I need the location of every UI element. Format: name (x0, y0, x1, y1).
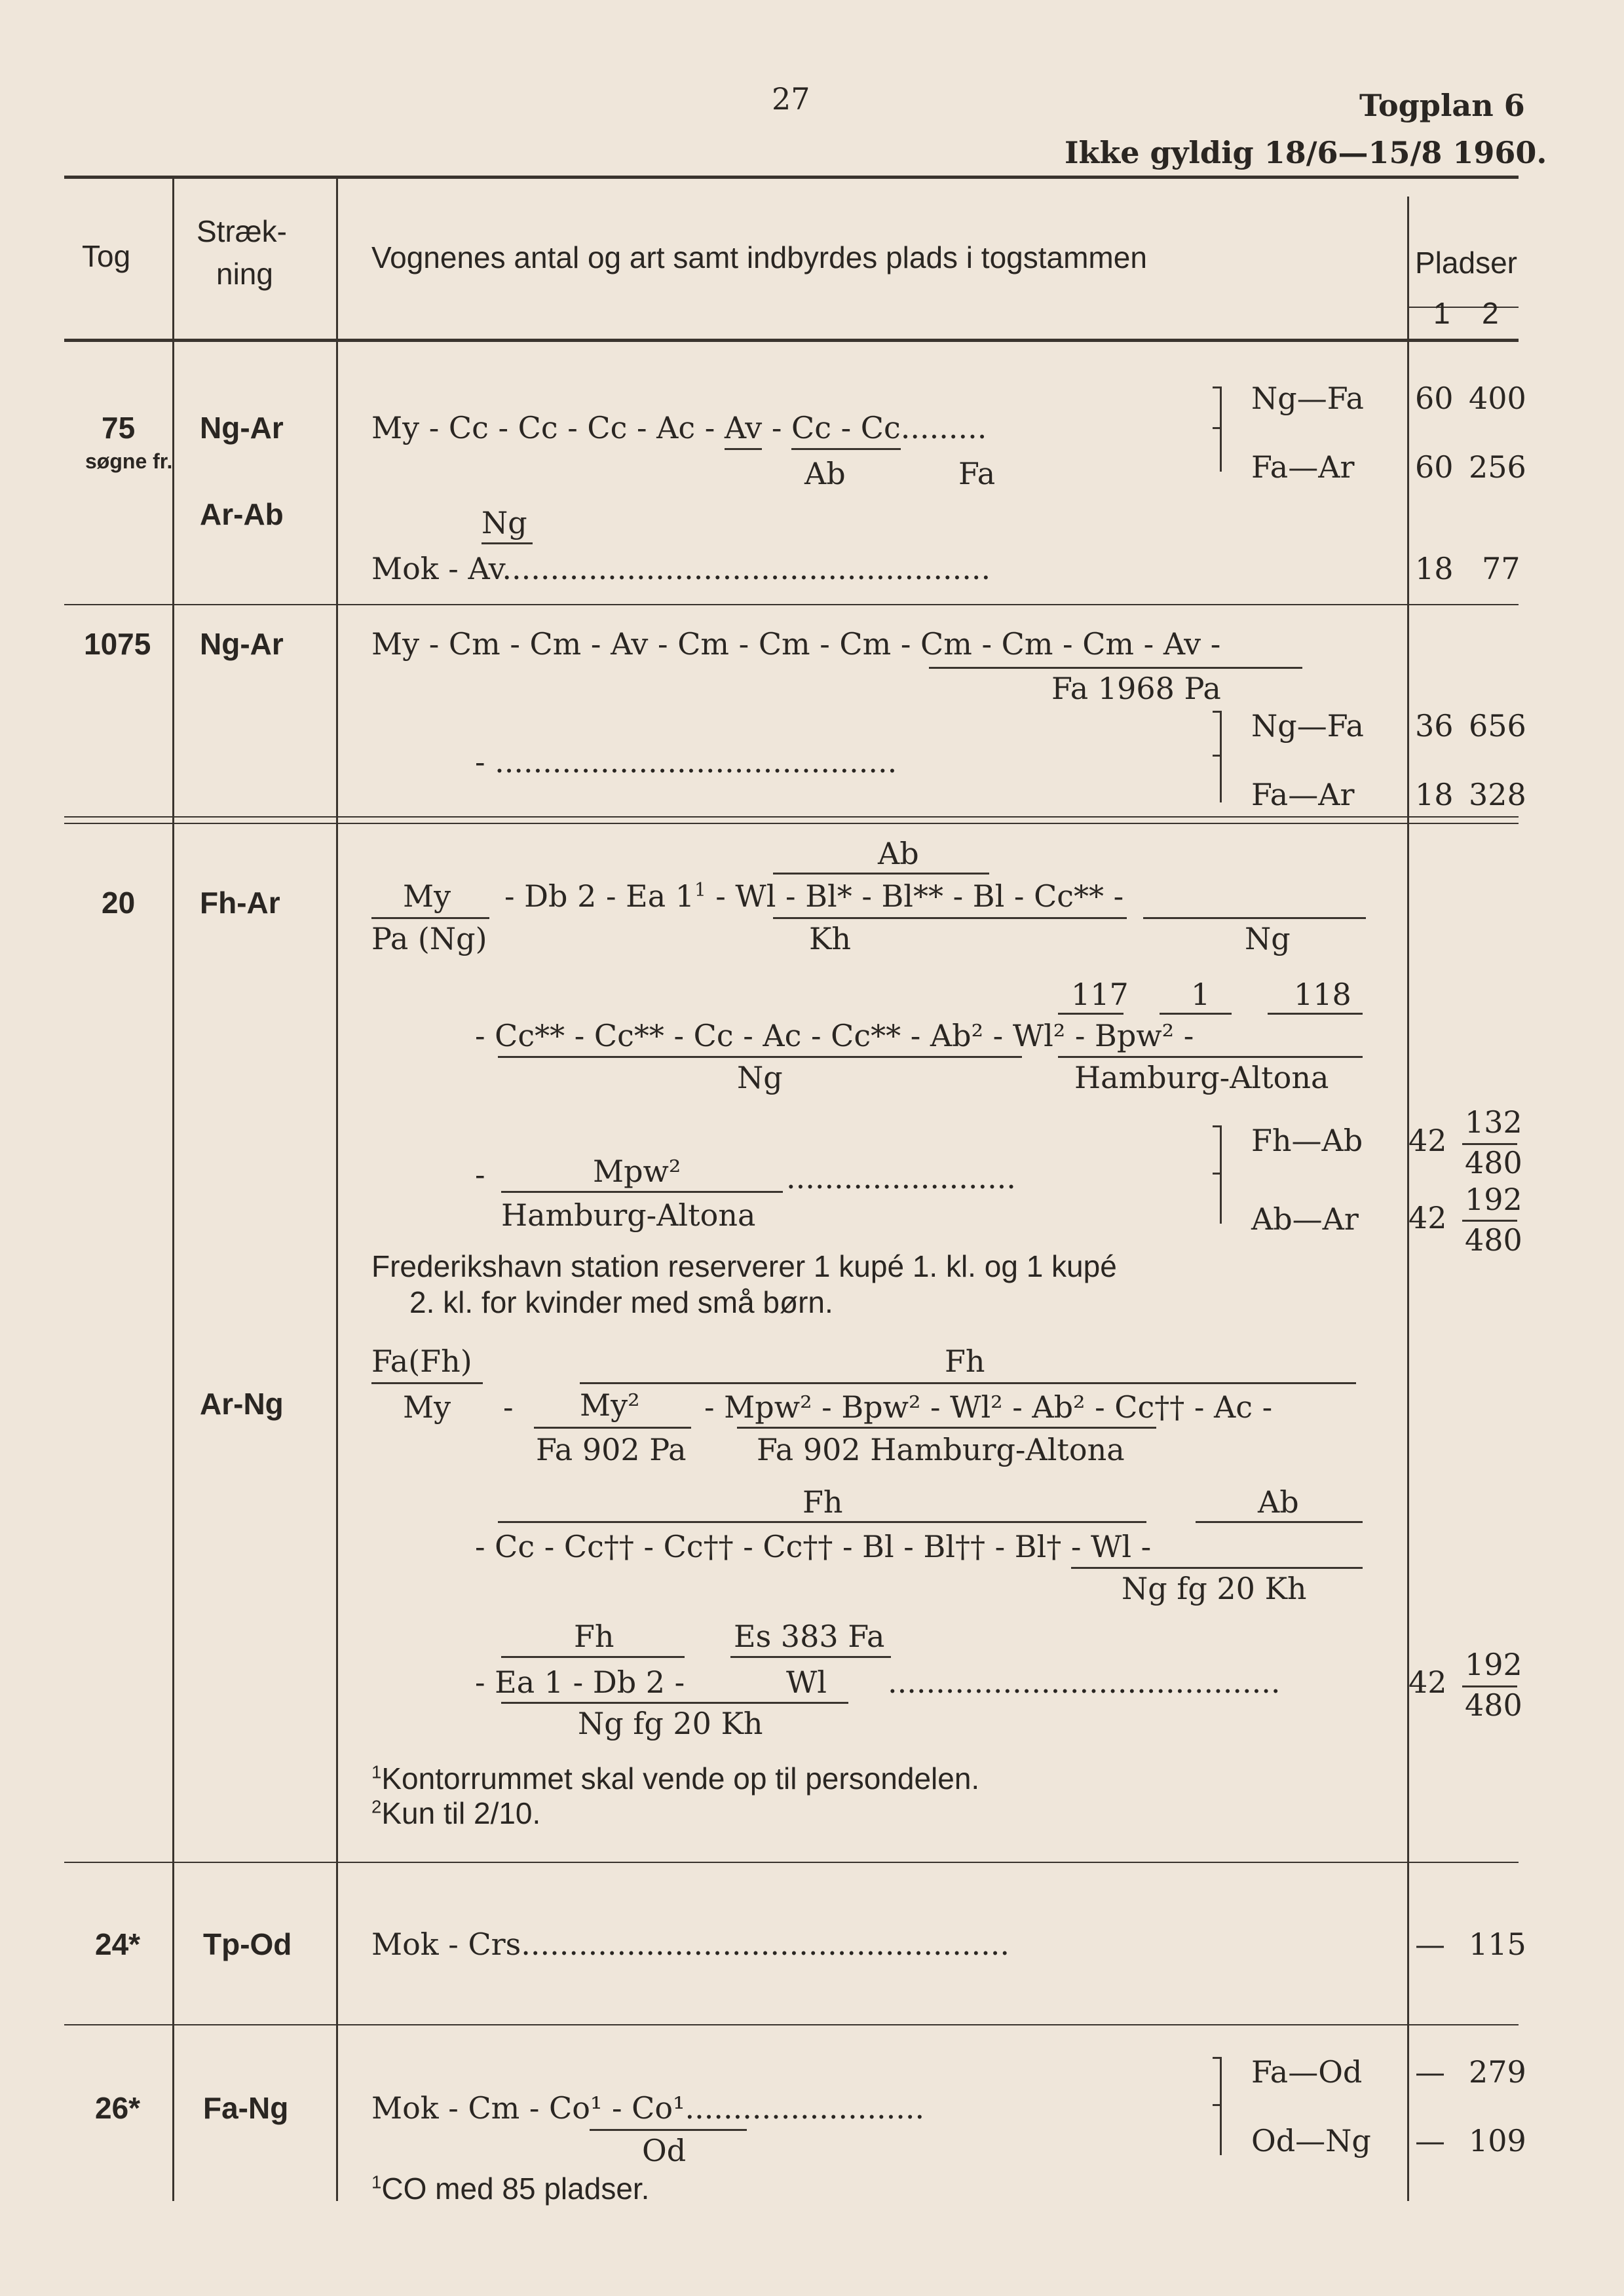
fraction-bar (1071, 1567, 1363, 1569)
composition-20-a (504, 878, 1124, 914)
plan-title: Togplan 6 (1359, 88, 1525, 123)
strk-20-1: Fh-Ar (200, 886, 280, 920)
composition-20-f: - Ea 1 - Db 2 - (475, 1665, 685, 1700)
seats1: 42 (1408, 1123, 1447, 1158)
leader-dots: ................................................... (521, 1927, 1010, 1962)
tog-1075: 1075 (84, 627, 151, 661)
fraction-bar (371, 917, 489, 919)
label-hamburg-altona: Hamburg-Altona (501, 1197, 756, 1233)
col-divider-1 (172, 177, 174, 2201)
seats1: — (1415, 1927, 1445, 1962)
strk-26: Fa-Ng (203, 2091, 289, 2125)
fraction-bar (498, 1521, 1146, 1523)
fraction-bar (1143, 917, 1366, 919)
leader-dots: ........................ (786, 1160, 1016, 1195)
label-es383fa: Es 383 Fa (734, 1619, 885, 1654)
seats1: 60 (1415, 449, 1454, 485)
route-fa-od: Fa—Od (1251, 2054, 1363, 2090)
label-mpw: Mpw² (593, 1154, 681, 1189)
fraction-bar (1058, 1056, 1363, 1058)
seats2: 328 (1469, 777, 1526, 812)
fraction-bar (1160, 1013, 1232, 1015)
header-bottom-rule (64, 339, 1519, 342)
pladser-subrule (1407, 307, 1519, 308)
note-line1: Frederikshavn station reserverer 1 kupé 1. kl. og 1 kupé (371, 1249, 1117, 1283)
composition-75-line2 (371, 551, 991, 586)
footnote-2 (371, 1798, 540, 1828)
fraction-bar (1058, 1013, 1124, 1015)
label-1: 1 (1191, 977, 1211, 1012)
row-rule-75 (64, 604, 1519, 605)
strk-20-2: Ar-Ng (200, 1387, 284, 1421)
seats1: 42 (1408, 1665, 1447, 1700)
composition-20-d: - Mpw² - Bpw² - Wl² - Ab² - Cc†† - Ac - (704, 1389, 1273, 1425)
row-rule-20 (64, 1862, 1519, 1863)
seats2-den: 480 (1465, 1687, 1522, 1723)
footnote-26 (371, 2174, 649, 2204)
col-divider-2 (336, 177, 338, 2201)
tog-75: 75 (102, 411, 136, 445)
label-my2: My² (580, 1387, 640, 1423)
label-ab: Ab (1258, 1484, 1299, 1520)
seats2: 400 (1469, 381, 1526, 416)
fraction-bar (501, 1656, 685, 1658)
label-ngfg20kh: Ng fg 20 Kh (1122, 1571, 1307, 1606)
label-ng: Ng (737, 1060, 783, 1095)
brace (1220, 386, 1230, 472)
seats2-num: 192 (1465, 1182, 1522, 1217)
segment: Mok - Av (371, 551, 502, 586)
fraction-bar (501, 1191, 783, 1193)
label-ng: Ng (1245, 921, 1291, 956)
label-ngfg20kh: Ng fg 20 Kh (578, 1706, 763, 1741)
seats2-num: 192 (1465, 1647, 1522, 1682)
note-line2: 2. kl. for kvinder med små børn. (409, 1285, 833, 1319)
route-ng-fa: Ng—Fa (1251, 708, 1364, 743)
seats2: 77 (1482, 551, 1520, 586)
composition-20-b: - Cc** - Cc** - Cc - Ac - Cc** - Ab² - Wl² - Bpw² - (475, 1018, 1194, 1053)
label-wl: Wl (786, 1665, 827, 1700)
footnote-num: 1 (371, 1761, 382, 1782)
strk-24: Tp-Od (203, 1927, 292, 1961)
route-fa-ar: Fa—Ar (1251, 777, 1355, 812)
seats1: 18 (1415, 551, 1454, 586)
fraction-bar (773, 917, 1127, 919)
segment-av: Av (725, 410, 762, 450)
seats1: — (1415, 2123, 1445, 2158)
seats2: 279 (1469, 2054, 1526, 2090)
fraction-bar (580, 1382, 1356, 1384)
col-straekning-2: ning (216, 257, 273, 291)
strk-75-1: Ng-Ar (200, 411, 284, 445)
composition-20-e: - Cc - Cc†† - Cc†† - Cc†† - Bl - Bl†† - Bl† - Wl - (475, 1529, 1152, 1564)
seats1: 60 (1415, 381, 1454, 416)
label-hamburg-altona: Hamburg-Altona (1074, 1060, 1329, 1095)
header-top-rule (64, 176, 1519, 179)
strk-1075-1: Ng-Ar (200, 627, 284, 661)
footnote-text: CO med 85 pladser. (381, 2172, 650, 2206)
segment: Mok - Crs (371, 1927, 521, 1962)
segment: - (762, 410, 792, 445)
leader-dots: ......... (900, 410, 987, 445)
dash: - (503, 1389, 514, 1425)
fraction-bar (371, 1382, 483, 1384)
tog-20: 20 (102, 886, 136, 920)
label-ng: Ng (482, 505, 527, 540)
strk-75-2: Ar-Ab (200, 497, 284, 531)
leader-dots: ......................... (685, 2090, 925, 2126)
footnote-ref: 1 (694, 878, 706, 901)
col-divider-3 (1407, 197, 1409, 2201)
composition-1075-line1: My - Cm - Cm - Av - Cm - Cm - Cm - Cm - Cm - Cm - Av - (371, 626, 1221, 662)
label-fafh: Fa(Fh) (371, 1344, 472, 1379)
route-ab-ar: Ab—Ar (1251, 1201, 1359, 1237)
label-pa-ng: Pa (Ng) (371, 921, 487, 956)
route-fh-ab: Fh—Ab (1251, 1123, 1363, 1158)
fraction-bar (730, 1656, 891, 1658)
fraction-bar (590, 2129, 747, 2131)
brace (1220, 711, 1230, 802)
seats2: 656 (1469, 708, 1526, 743)
route-fa-ar: Fa—Ar (1251, 449, 1355, 485)
seats1: 42 (1408, 1200, 1447, 1235)
fraction-bar (498, 1056, 1022, 1058)
label-ab: Ab (804, 456, 846, 491)
page-number: 27 (772, 81, 810, 117)
label-my: My (403, 1389, 451, 1425)
label-fa902-hamburg: Fa 902 Hamburg-Altona (757, 1432, 1125, 1467)
tog-26: 26* (95, 2091, 141, 2125)
seats2-den: 480 (1465, 1145, 1522, 1180)
leader-dots: ................................................... (502, 551, 991, 586)
seats1: — (1415, 2054, 1445, 2090)
fraction-bar (737, 1427, 1156, 1429)
label-my: My (403, 878, 451, 914)
col-vogne: Vognenes antal og art samt indbyrdes plads i togstammen (371, 240, 1147, 274)
seats2: 256 (1469, 449, 1526, 485)
segment: My - Cc - Cc - Cc - Ac - (371, 410, 725, 445)
fraction-bar (1268, 1013, 1363, 1015)
col-pladser: Pladser (1415, 246, 1517, 280)
label-fa: Fa (958, 456, 996, 491)
footnote-text: Kontorrummet skal vende op til persondelen. (381, 1761, 980, 1796)
label-117: 117 (1071, 977, 1129, 1012)
row-rule-24 (64, 2024, 1519, 2025)
fraction-bar (501, 1702, 848, 1704)
label-fa1968pa: Fa 1968 Pa (1051, 671, 1221, 706)
brace (1220, 1125, 1230, 1224)
segment: - Db 2 - Ea 1 (504, 878, 695, 914)
row-rule-1075b (64, 823, 1519, 824)
fraction-bar (1462, 1220, 1517, 1222)
label-ab: Ab (878, 836, 919, 871)
seats2: 115 (1469, 1927, 1526, 1962)
label-fh: Fh (803, 1484, 843, 1520)
segment-cc: Cc - Cc (791, 410, 901, 450)
label-kh: Kh (809, 921, 851, 956)
composition-26 (371, 2090, 925, 2126)
fraction-bar (929, 667, 1302, 669)
fraction-bar (773, 873, 989, 875)
tog-24: 24* (95, 1927, 141, 1961)
segment: - Wl - Bl* - Bl** - Bl - Cc** - (706, 878, 1124, 914)
seats2-den: 480 (1465, 1222, 1522, 1258)
seats2-num: 132 (1465, 1104, 1522, 1140)
footnote-text: Kun til 2/10. (381, 1796, 541, 1830)
seats2: 109 (1469, 2123, 1526, 2158)
label-118: 118 (1294, 977, 1351, 1012)
fraction-bar (482, 542, 533, 544)
seats1: 18 (1415, 777, 1454, 812)
label-fh: Fh (574, 1619, 614, 1654)
col-kl2: 2 (1482, 296, 1499, 330)
validity-note: Ikke gyldig 18/6—15/8 1960. (1065, 135, 1547, 170)
segment: Mok - Cm - Co¹ - Co¹ (371, 2090, 685, 2126)
footnote-1 (371, 1763, 979, 1794)
fraction-bar (534, 1427, 691, 1429)
seats1: 36 (1415, 708, 1454, 743)
col-kl1: 1 (1433, 296, 1450, 330)
label-fa902pa: Fa 902 Pa (536, 1432, 687, 1467)
label-od: Od (642, 2133, 687, 2168)
fraction-bar (1196, 1521, 1363, 1523)
tog-75-note: søgne fr. (85, 449, 173, 473)
leader-dots: ......................................... (888, 1665, 1281, 1700)
col-tog: Tog (82, 239, 131, 273)
col-straekning-1: Stræk- (197, 214, 287, 248)
route-od-ng: Od—Ng (1251, 2123, 1371, 2158)
brace (1220, 2057, 1230, 2155)
composition-75-line1 (371, 410, 987, 445)
composition-1075-line2: - .......................................... (475, 744, 897, 780)
dash: - (475, 1157, 485, 1192)
label-fh: Fh (945, 1344, 985, 1379)
route-ng-fa: Ng—Fa (1251, 381, 1364, 416)
footnote-num: 2 (371, 1796, 382, 1817)
footnote-num: 1 (371, 2172, 382, 2192)
row-rule-1075a (64, 816, 1519, 818)
composition-24 (371, 1927, 1010, 1962)
